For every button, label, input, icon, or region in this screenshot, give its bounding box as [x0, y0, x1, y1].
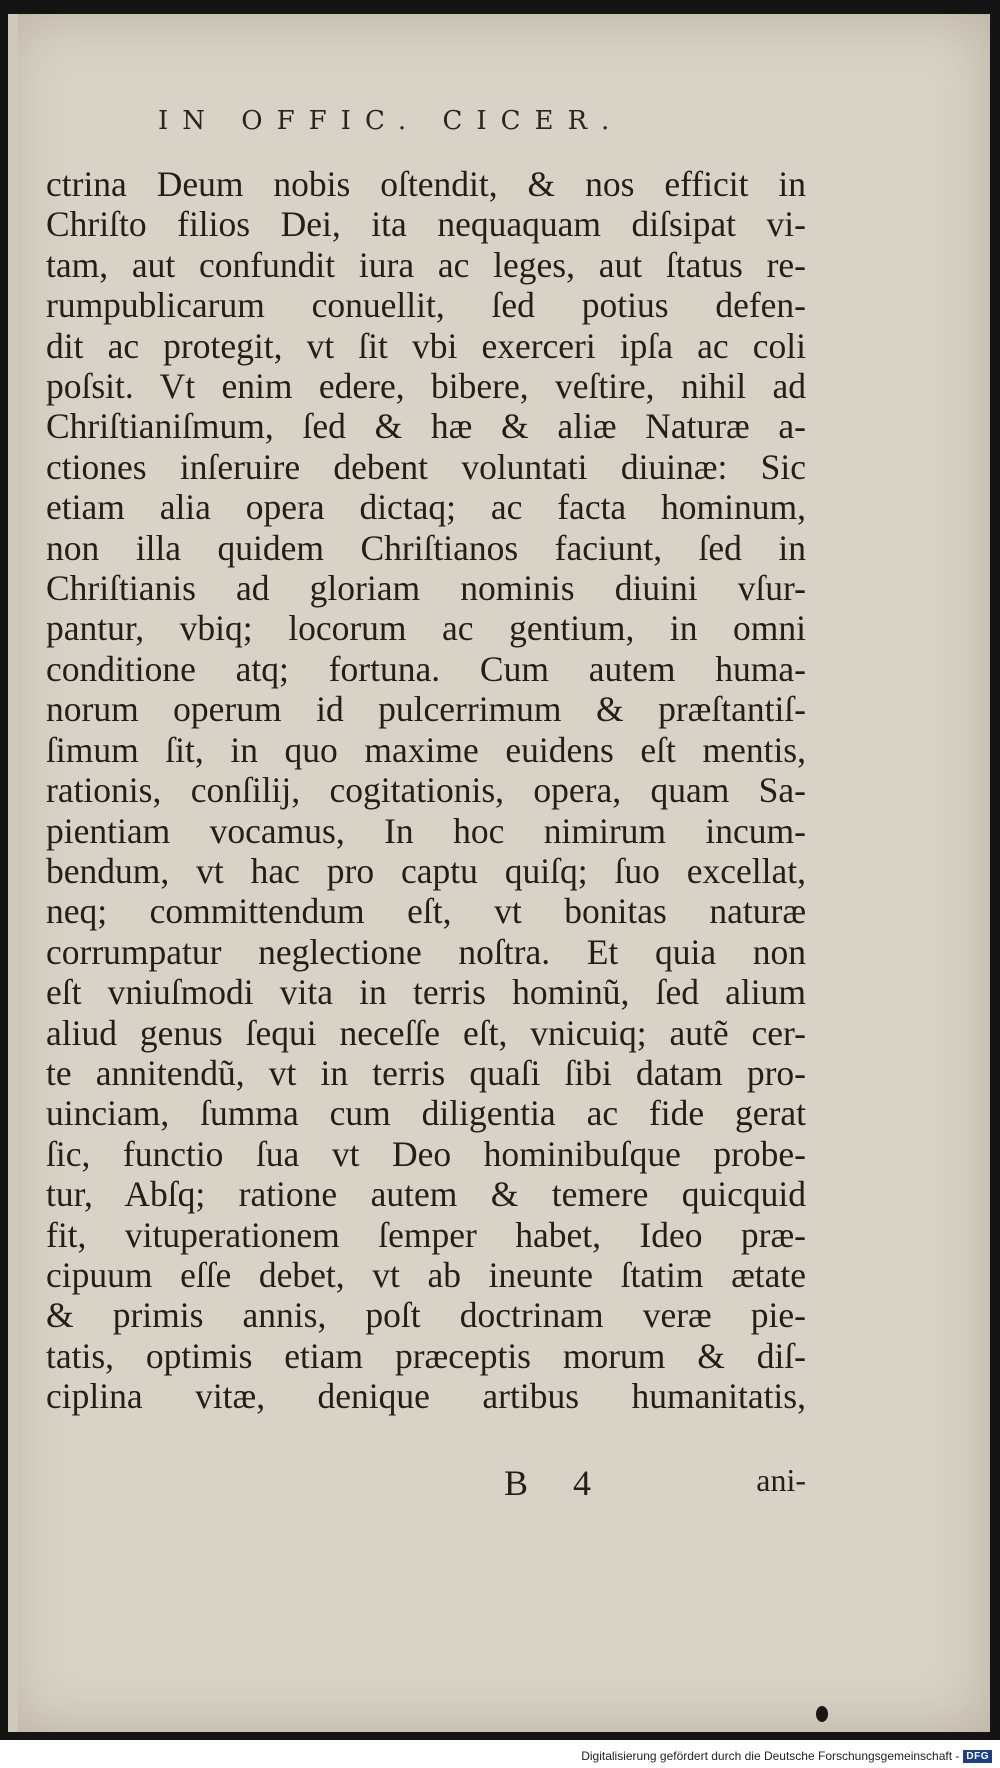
text-line: dit ac protegit, vt ſit vbi exerceri ipſa ac coli [46, 325, 806, 366]
text-line: & primis annis, poſt doctrinam veræ pie- [46, 1295, 806, 1336]
catchword: ani- [756, 1462, 806, 1498]
text-line: rationis, conſilij, cogitationis, opera, quam Sa- [46, 770, 806, 811]
text-line: fit, vituperationem ſemper habet, Ideo præ- [46, 1214, 806, 1255]
dfg-logo: DFG [963, 1750, 992, 1763]
signature-mark: B 4 [504, 1463, 610, 1503]
text-line: poſsit. Vt enim edere, bibere, veſtire, nihil ad [46, 366, 806, 407]
text-line: non illa quidem Chriſtianos faciunt, ſed in [46, 527, 806, 568]
running-head: IN OFFIC. CICER. [158, 106, 624, 136]
page-gutter-edge [8, 14, 18, 1732]
text-line: ſimum ſit, in quo maxime euidens eſt mentis, [46, 729, 806, 770]
text-line: conditione atq; fortuna. Cum autem huma- [46, 648, 806, 689]
text-line: pientiam vocamus, In hoc nimirum incum- [46, 810, 806, 851]
text-line: te annitendũ, vt in terris quaſi ſibi datam pro- [46, 1052, 806, 1093]
text-line: pantur, vbiq; locorum ac gentium, in omni [46, 608, 806, 649]
ink-blot [816, 1706, 828, 1722]
text-line: corrumpatur neglectione noſtra. Et quia non [46, 931, 806, 972]
footer-credit-text: Digitalisierung gefördert durch die Deutsche Forschungsgemeinschaft - [581, 1749, 960, 1763]
text-line: Chriſtianiſmum, ſed & hæ & aliæ Naturæ a- [46, 406, 806, 447]
book-page [8, 14, 990, 1732]
text-line: eſt vniuſmodi vita in terris hominũ, ſed alium [46, 972, 806, 1013]
body-text [46, 164, 806, 1417]
text-line: uinciam, ſumma cum diligentia ac fide gerat [46, 1093, 806, 1134]
text-line: ſic, functio ſua vt Deo hominibuſque probe- [46, 1133, 806, 1174]
text-line: etiam alia opera dictaq; ac facta hominum, [46, 487, 806, 528]
text-line: rumpublicarum conuellit, ſed potius defen- [46, 285, 806, 326]
text-line: tam, aut confundit iura ac leges, aut ſtatus re- [46, 244, 806, 285]
text-line: cipuum eſſe debet, vt ab ineunte ſtatim ætate [46, 1254, 806, 1295]
text-line: Chriſto filios Dei, ita nequaquam diſsipat vi- [46, 204, 806, 245]
text-line: neq; committendum eſt, vt bonitas naturæ [46, 891, 806, 932]
text-line: norum operum id pulcerrimum & præſtantiſ- [46, 689, 806, 730]
text-line: tur, Abſq; ratione autem & temere quicquid [46, 1174, 806, 1215]
text-line: tatis, optimis etiam præceptis morum & diſ- [46, 1335, 806, 1376]
text-line: Chriſtianis ad gloriam nominis diuini vſur- [46, 568, 806, 609]
text-line: aliud genus ſequi neceſſe eſt, vnicuiq; autẽ cer- [46, 1012, 806, 1053]
text-line: ctiones inſeruire debent voluntati diuinæ: Sic [46, 446, 806, 487]
text-line: bendum, vt hac pro captu quiſq; ſuo excellat, [46, 850, 806, 891]
text-line: ciplina vitæ, denique artibus humanitatis, [46, 1376, 806, 1417]
digitization-footer [581, 1747, 992, 1765]
text-line: ctrina Deum nobis oſtendit, & nos efficit in [46, 164, 806, 204]
page-foot-line [46, 1462, 806, 1506]
